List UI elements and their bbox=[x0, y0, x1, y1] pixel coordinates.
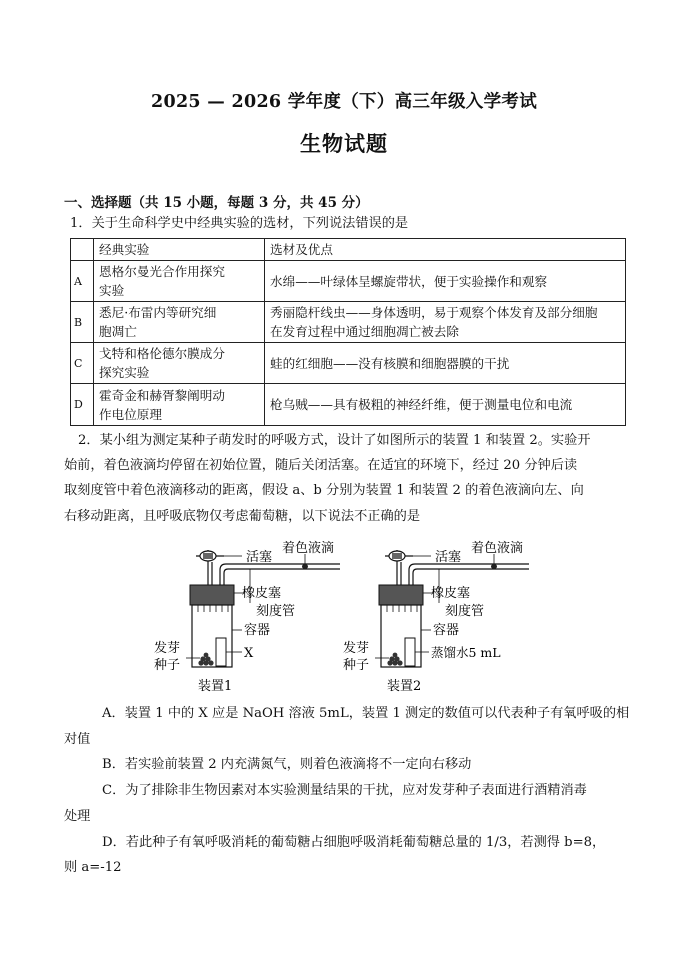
experiment-cell bbox=[94, 302, 265, 343]
seeds-label: 发芽 bbox=[154, 641, 181, 656]
q2-stem-line: 始前，着色液滴均停留在初始位置，随后关闭活塞。在适宜的环境下，经过 20 分钟后读 bbox=[64, 458, 578, 473]
cell-line: 水绵——叶绿体呈螺旋带状，便于实验操作和观察 bbox=[270, 273, 548, 289]
option-a: A．装置 1 中的 X 应是 NaOH 溶液 5mL，装置 1 测定的数值可以代表种子有氧呼吸的相 bbox=[102, 706, 630, 721]
cell-line: 悉尼·布雷内等研究细 bbox=[99, 305, 217, 320]
table-header-row bbox=[71, 239, 626, 261]
option-c: C．为了排除非生物因素对本实验测量结果的干扰，应对发芽种子表面进行酒精消毒 bbox=[102, 783, 587, 798]
cell-line: 枪乌贼——具有极粗的神经纤维，便于测量电位和电流 bbox=[270, 397, 573, 412]
table-row bbox=[71, 384, 626, 426]
option-d: D．若此种子有氧呼吸消耗的葡萄糖占细胞呼吸消耗葡萄糖总量的 1/3，若测得 b=8， bbox=[102, 835, 606, 850]
table-row bbox=[71, 343, 626, 384]
device-1-caption: 装置1 bbox=[198, 679, 233, 694]
valve-icon bbox=[196, 551, 224, 561]
exam-title: 2025 — 2026 学年度（下）高三年级入学考试 bbox=[151, 92, 537, 112]
q1-table bbox=[70, 238, 626, 426]
rubber-stopper bbox=[379, 585, 423, 605]
colored-droplet bbox=[302, 564, 308, 569]
cell-line: 恩格尔曼光合作用探究 bbox=[99, 264, 225, 279]
option-b: B．若实验前装置 2 内充满氮气，则着色液滴将不一定向右移动 bbox=[102, 757, 472, 772]
stopper-label: 橡皮塞 bbox=[431, 586, 471, 601]
cell-line: 作电位原理 bbox=[99, 406, 162, 422]
experiment-cell bbox=[94, 261, 265, 302]
q2-stem-line: 2．某小组为测定某种子萌发时的呼吸方式，设计了如图所示的装置 1 和装置 2。实验开 bbox=[78, 433, 591, 448]
table-row bbox=[71, 302, 626, 343]
table-header-cell: 选材及优点 bbox=[265, 239, 626, 261]
colored-droplet bbox=[491, 564, 497, 569]
cell-line: 霍奇金和赫胥黎阐明动 bbox=[99, 387, 225, 403]
device-2 bbox=[343, 540, 529, 694]
container-label: 容器 bbox=[244, 623, 271, 638]
row-id: D bbox=[71, 384, 94, 426]
device-2-caption: 装置2 bbox=[387, 679, 422, 694]
table-row bbox=[71, 261, 626, 302]
q1-stem: 1．关于生命科学史中经典实验的选材，下列说法错误的是 bbox=[70, 216, 409, 231]
material-cell bbox=[265, 302, 626, 343]
cell-line: 秀丽隐杆线虫——身体透明，易于观察个体发育及部分细胞 bbox=[270, 305, 598, 320]
scale-tube-label: 刻度管 bbox=[445, 604, 485, 619]
option-a-cont: 对值 bbox=[64, 732, 91, 747]
cell-line: 戈特和格伦德尔膜成分 bbox=[99, 346, 225, 361]
material-cell bbox=[265, 261, 626, 302]
cell-line: 探究实验 bbox=[99, 365, 150, 380]
valve-icon bbox=[385, 551, 413, 561]
droplet-label: 着色液滴 bbox=[471, 541, 524, 556]
option-d-cont: 则 a=-12 bbox=[64, 860, 122, 875]
seeds-label: 种子 bbox=[343, 658, 370, 673]
valve-label: 活塞 bbox=[246, 550, 273, 565]
q2-stem-line: 右移动距离，且呼吸底物仅考虑葡萄糖，以下说法不正确的是 bbox=[64, 509, 421, 524]
droplet-label: 着色液滴 bbox=[282, 541, 335, 556]
seeds-label: 种子 bbox=[154, 658, 181, 673]
scale-tube-label: 刻度管 bbox=[256, 604, 296, 619]
row-id: C bbox=[71, 343, 94, 384]
option-c-cont: 处理 bbox=[64, 809, 91, 824]
row-id: A bbox=[71, 261, 94, 302]
x-label: X bbox=[244, 646, 254, 661]
respiration-apparatus-figure bbox=[150, 540, 530, 700]
experiment-cell bbox=[94, 384, 265, 426]
seeds-label: 发芽 bbox=[343, 641, 370, 656]
device-1 bbox=[154, 540, 340, 694]
rubber-stopper bbox=[190, 585, 234, 605]
material-cell bbox=[265, 343, 626, 384]
q2-stem-line: 取刻度管中着色液滴移动的距离，假设 a、b 分别为装置 1 和装置 2 的着色液滴向左、向 bbox=[64, 483, 584, 498]
stopper-label: 橡皮塞 bbox=[242, 586, 282, 601]
experiment-cell bbox=[94, 343, 265, 384]
valve-label: 活塞 bbox=[435, 550, 462, 565]
cell-line: 蛙的红细胞——没有核膜和细胞器膜的干扰 bbox=[270, 355, 510, 371]
cell-line: 实验 bbox=[99, 283, 125, 298]
row-id: B bbox=[71, 302, 94, 343]
table-header-cell bbox=[71, 239, 94, 261]
cell-line: 胞凋亡 bbox=[99, 324, 137, 339]
section-heading: 一、选择题（共 15 小题，每题 3 分，共 45 分） bbox=[64, 195, 369, 211]
table-header-cell: 经典实验 bbox=[94, 239, 265, 261]
cell-line: 在发育过程中通过细胞凋亡被去除 bbox=[270, 324, 459, 339]
container-label: 容器 bbox=[433, 623, 460, 638]
material-cell bbox=[265, 384, 626, 426]
water-label: 蒸馏水5 mL bbox=[431, 645, 501, 660]
subject-title: 生物试题 bbox=[300, 131, 388, 156]
